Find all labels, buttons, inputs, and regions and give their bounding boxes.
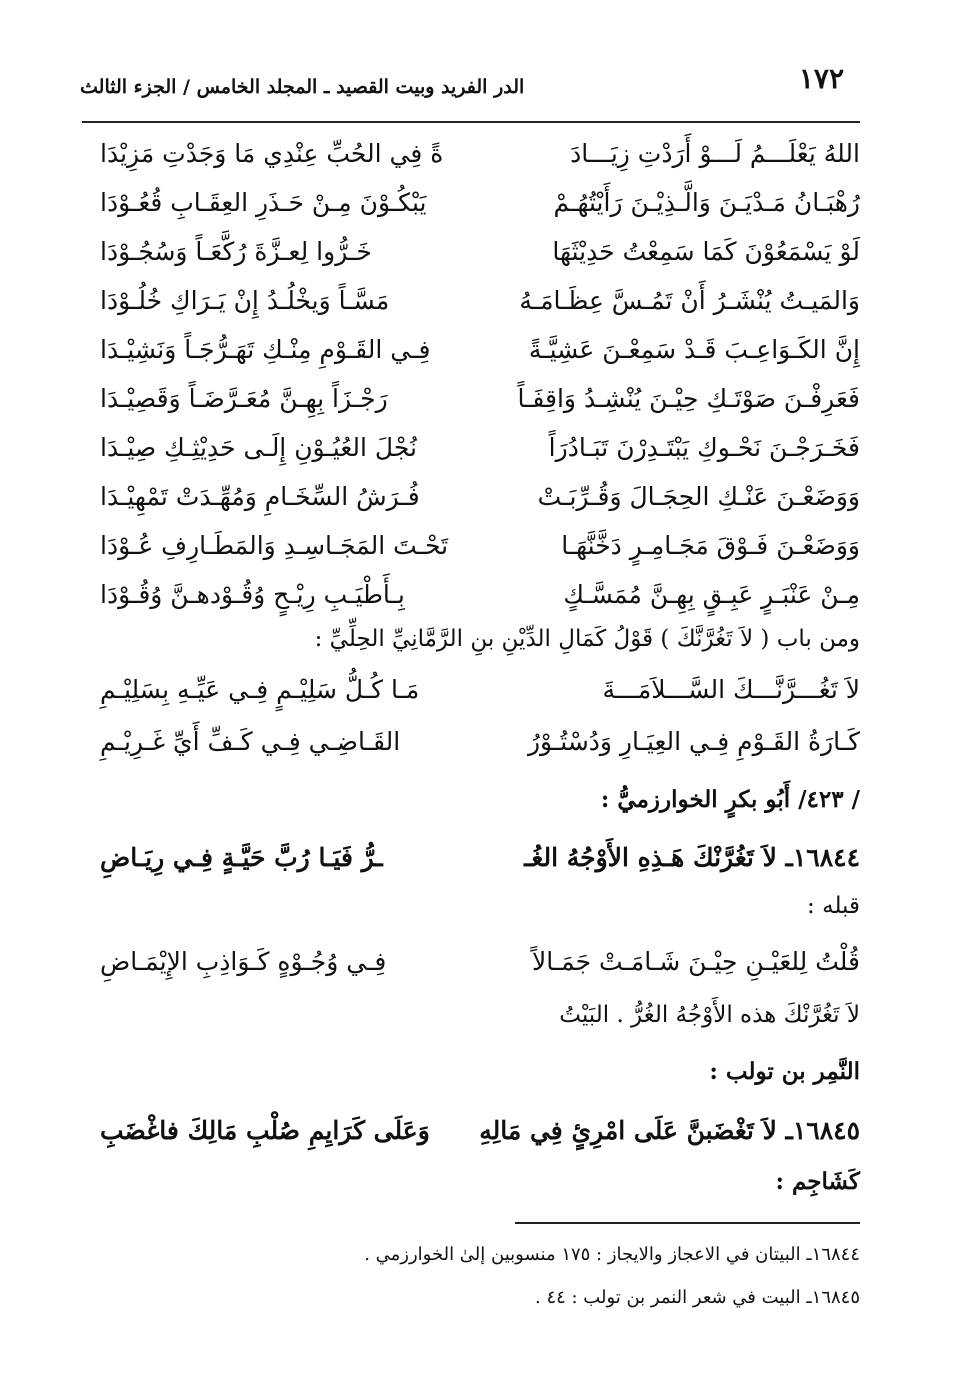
verse-first-hemistich: رُهْبَـانُ مَـدْيَـنَ وَالَّـذِيْـنَ رَأَيْتُهُـمْ (553, 188, 860, 217)
verse-first-hemistich: كَـارَةُ القَـوْمِ فِـي العِيَـارِ وَدُسْتُـوْرُ (527, 727, 860, 756)
verse-line (100, 232, 860, 272)
verse-first-hemistich: وَوَضَعْـنَ فَـوْقَ مَجَـامِـرٍ دَخَّنَّهَـا (561, 531, 860, 560)
verse-second-hemistich: فُـرَشُ السِّخَـامِ وَمُهِّـدَتْ تَمْهِيْـدَا (100, 482, 420, 511)
verse-line (100, 183, 860, 223)
footnote-rule (515, 1222, 860, 1224)
verse-first-hemistich: مِـنْ عَنْبَـرٍ عَبِـقٍ بِهِـنَّ مُمَسَّـكٍ (563, 580, 860, 609)
verse-continuation: لاَ تَغُرَّنْكَ هذه الأَوْجُهُ الغُرُّ . البَيْتُ (559, 1002, 860, 1028)
page-number: ١٧٢ (798, 62, 844, 95)
verse-first-hemistich: إِنَّ الكَـوَاعِـبَ قَـدْ سَمِعْـنَ عَشِيَّـةً (528, 335, 860, 364)
verse-first-hemistich: وَالمَيـتُ يُنْشَـرُ أَنْ تَمُـسَّ عِظَـامَـهُ (519, 286, 860, 315)
verse-second-hemistich: خَـرُّوا لِعـزَّةَ رُكَّعَـاً وَسُجُـوْدَا (100, 237, 372, 266)
verse-second-hemistich: بِـأَطْيَـبِ رِيْـحٍ وُقُـوْدهـنَّ وُقُـوْدَا (100, 580, 405, 609)
numbered-verse (100, 838, 860, 878)
verse-second-hemistich: مَـا كُـلُّ سَلِيْـمٍ فِـي عَيِّـهِ بِسَلِيْـمِ (100, 675, 420, 704)
numbered-verse (100, 1111, 860, 1151)
verse-line (100, 379, 860, 419)
verse-second-hemistich: وَعَلَى كَرَايِمِ صُلْبِ مَالِكَ فاغْضَبِ (100, 1116, 430, 1145)
header-rule (82, 121, 860, 123)
verse-second-hemistich: نُجْلَ العُيُـوْنِ إِلَـى حَدِيْثِـكِ صِيْـدَا (100, 433, 417, 462)
verse-first-hemistich: اللهُ يَعْلَـــمُ لَـــوْ أَرَدْتِ زِيَـــادَ (570, 139, 860, 168)
verse-first-hemistich: ١٦٨٤٥ـ لاَ تَغْضَبنَّ عَلَى امْرِئٍ فِي مَالِهِ (479, 1116, 860, 1145)
verse-first-hemistich: ١٦٨٤٤ـ لاَ تَغُرَّنْكَ هَـذِهِ الأَوْجُهُ الغُـ (524, 843, 860, 872)
verse-line (100, 575, 860, 615)
verse-second-hemistich: يَبْكُـوْنَ مِـنْ حَـذَرِ العِقَـابِ قُعُـوْدَا (100, 188, 427, 217)
before-label: قبله : (807, 893, 860, 919)
running-header: الدر الفريد وبيت القصيد ـ المجلد الخامس / الجزء الثالث (80, 76, 525, 98)
verse-first-hemistich: قُلْتُ لِلعَيْـنِ حِيْـنَ شَـامَـتْ جَمَـالاً (531, 947, 860, 976)
verse-line (100, 330, 860, 370)
verse-second-hemistich: رَجْـزَاً بِهِـنَّ مُعَـرَّضَـاً وَقَصِيْـدَا (100, 384, 388, 413)
verse-second-hemistich: فِـي وُجُـوْهٍ كَـوَاذِبِ الإِيْمَـاضِ (100, 947, 387, 976)
verse-line (100, 670, 860, 710)
poet-name: / ٤٢٣/ أَبُو بكرٍ الخوارزميُّ : (600, 786, 860, 813)
poet-name: النَّمِر بن تولب : (709, 1058, 860, 1085)
verse-second-hemistich: القَـاضِـي فِـي كَـفِّ أَيِّ غَـرِيْـمِ (100, 727, 401, 756)
verse-line (100, 134, 860, 174)
verse-second-hemistich: ةً فِي الحُبِّ عِنْدِي مَا وَجَدْتِ مَزِيْدَا (100, 139, 444, 168)
verse-second-hemistich: تَحْـتَ المَجَـاسِـدِ وَالمَطَـارِفِ عُـوْدَا (100, 531, 449, 560)
verse-second-hemistich: فِـي القَـوْمِ مِنْـكِ تَهَـرُّجَـاً وَنَشِيْـدَا (100, 335, 431, 364)
verse-line (100, 477, 860, 517)
verse-second-hemistich: مَسَّـاً وَيخْلُـدُ إِنْ يَـرَاكِ خُلُـوْدَا (100, 286, 390, 315)
verse-first-hemistich: فَعَرِفْـنَ صَوْتَـكِ حِيْـنَ يُنْشِـدُ وَاقِفَـاً (517, 384, 860, 413)
verse-second-hemistich: ـرُّ فَيَـا رُبَّ حَيَّـةٍ فِـي رِيَـاضِ (100, 843, 383, 872)
verse-first-hemistich: فَخَـرَجْـنَ نَحْـوكِ يَبْتَـدِرْنَ تَبَـادُرَاً (548, 433, 860, 462)
footnote: ١٦٨٤٥ـ البيت في شعر النمر بن تولب : ٤٤ . (534, 1287, 860, 1308)
footnote: ١٦٨٤٤ـ البيتان في الاعجاز والايجاز : ١٧٥ منسوبين إلىٰ الخوارزمي . (364, 1244, 860, 1265)
verse-first-hemistich: وَوَضَعْـنَ عَنْـكِ الحِجَـالَ وَقُـرِّبَـتْ (537, 482, 860, 511)
verse-first-hemistich: لَوْ يَسْمَعُوْنَ كَمَا سَمِعْتُ حَدِيْثَهَا (552, 237, 860, 266)
poet-name: كَشَاجِم : (775, 1168, 860, 1195)
verse-line (100, 526, 860, 566)
section-intro: ومن باب ( لاَ تَغُرَّنَّكَ ) قَوْلُ كَمَالِ الدِّيْنِ بنِ الرَّمَّانِيِّ الحِلِّيِّ : (314, 626, 860, 652)
verse-line (100, 942, 860, 982)
verse-line (100, 722, 860, 762)
verse-line (100, 428, 860, 468)
verse-line (100, 281, 860, 321)
verse-first-hemistich: لاَ تَغُـــرَّنَّـــكَ السَّـــلاَمَـــةَ (602, 675, 860, 704)
